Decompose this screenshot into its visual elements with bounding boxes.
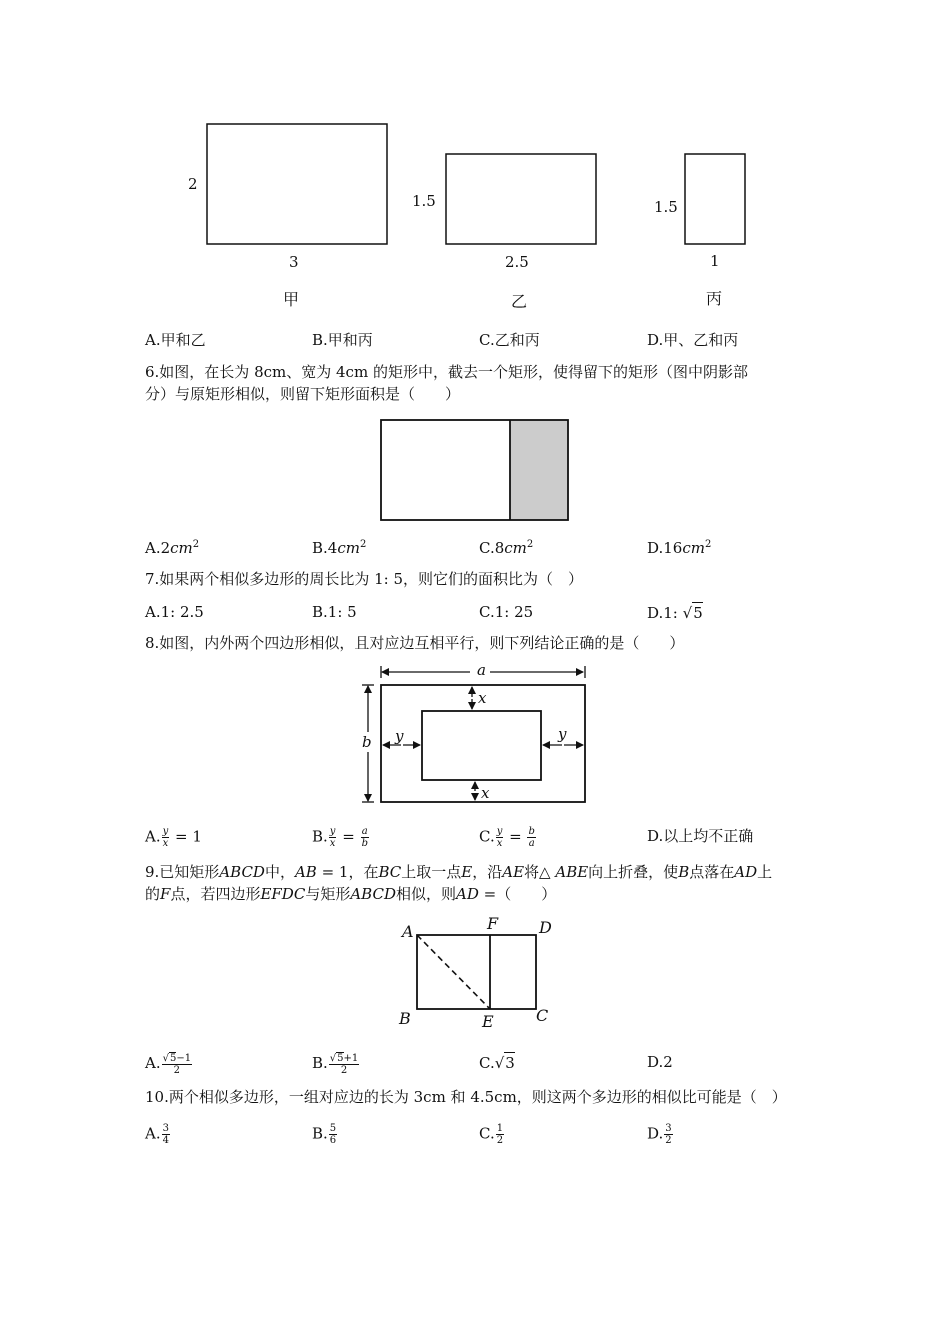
q9-label-d: D	[539, 918, 552, 937]
q6-question-line2: 分）与原矩形相似，则留下矩形面积是（ ）	[145, 385, 461, 403]
q9-label-e: E	[482, 1012, 494, 1031]
q7-option-b: B.1: 5	[312, 603, 357, 621]
q9-label-f: F	[487, 914, 499, 933]
q10-question: 10.两个相似多边形，一组对应边的长为 3cm 和 4.5cm，则这两个多边形的相似比可能是（ ）	[145, 1088, 787, 1106]
q6-option-d: $D.16cm^2$	[647, 539, 712, 557]
q8-option-d: D.以上均不正确	[647, 827, 754, 845]
q9-option-c: C.√3	[479, 1054, 515, 1072]
q8-label-y-right: y	[558, 725, 567, 743]
q8-option-b: B. $\frac{y}{x}$ = $\frac{a}{b}$	[312, 826, 368, 849]
q8-option-c: C. $\frac{y}{x}$ = $\frac{b}{a}$	[479, 826, 535, 849]
rect-yi-name: 乙	[511, 292, 528, 311]
q7-option-a: A.1: 2.5	[145, 603, 204, 621]
rect-bing-name: 丙	[706, 289, 723, 308]
q9-option-d: D.2	[647, 1053, 673, 1071]
q9-option-a: A. $\frac{√5-1}{2}$	[145, 1053, 192, 1076]
rect-yi-height-label: 1.5	[412, 192, 436, 210]
rect-bing-height-label: 1.5	[654, 198, 678, 216]
q8-label-x-bottom: x	[481, 784, 490, 802]
rect-bing-width-label: 1	[710, 252, 720, 270]
q5-option-c: C.乙和丙	[479, 331, 540, 349]
q9-label-a: A	[402, 922, 414, 941]
q6-question-line1: 6.如图，在长为 8cm、宽为 4cm 的矩形中，截去一个矩形，使得留下的矩形（图中阴影部	[145, 363, 748, 381]
q6-option-b: $B.4cm^2$	[312, 539, 367, 557]
q5-option-a: A.甲和乙	[145, 331, 206, 349]
q5-option-b: B.甲和丙	[312, 331, 373, 349]
q7-question: 7.如果两个相似多边形的周长比为 1: 5，则它们的面积比为（ ）	[145, 570, 583, 588]
q6-option-c: $C.8cm^2$	[479, 539, 534, 557]
q8-option-a: A. $\frac{y}{x}$ = 1	[145, 826, 202, 849]
q8-label-x-top: x	[478, 689, 487, 707]
q7-option-c: C.1: 25	[479, 603, 534, 621]
q5-option-d: D.甲、乙和丙	[647, 331, 739, 349]
q8-label-y-left: y	[395, 727, 404, 745]
q10-option-a: A. $\frac{3}{4}$	[145, 1123, 169, 1146]
rect-jia-height-label: 2	[188, 175, 198, 193]
q9-option-b: B. $\frac{√5+1}{2}$	[312, 1053, 359, 1076]
q9-segment-ae-dashed	[417, 935, 490, 1009]
q7-option-d: D.1: √5	[647, 604, 703, 622]
q8-label-a: a	[477, 661, 486, 679]
q8-question: 8.如图，内外两个四边形相似，且对应边互相平行，则下列结论正确的是（ ）	[145, 634, 685, 652]
q9-label-c: C	[536, 1006, 549, 1025]
rect-yi-width-label: 2.5	[505, 253, 529, 271]
q9-question-line1: 9.已知矩形ABCD中，AB = 1，在BC上取一点E，沿AE将△ ABE向上折叠，使B点落在AD上	[145, 863, 773, 881]
q9-rect-abcd	[417, 935, 536, 1009]
rect-jia-name: 甲	[283, 290, 300, 309]
q9-question-line2: 的F点，若四边形EFDC与矩形ABCD相似，则AD =（ ）	[145, 885, 557, 903]
q6-option-a: $A.2cm^2$	[145, 539, 200, 557]
rect-jia-width-label: 3	[289, 253, 299, 271]
q9-label-b: B	[399, 1009, 411, 1028]
q8-label-b: b	[362, 733, 372, 751]
q10-option-d: D. $\frac{3}{2}$	[647, 1123, 672, 1146]
q10-option-c: C. $\frac{1}{2}$	[479, 1123, 504, 1146]
q10-option-b: B. $\frac{5}{6}$	[312, 1123, 337, 1146]
